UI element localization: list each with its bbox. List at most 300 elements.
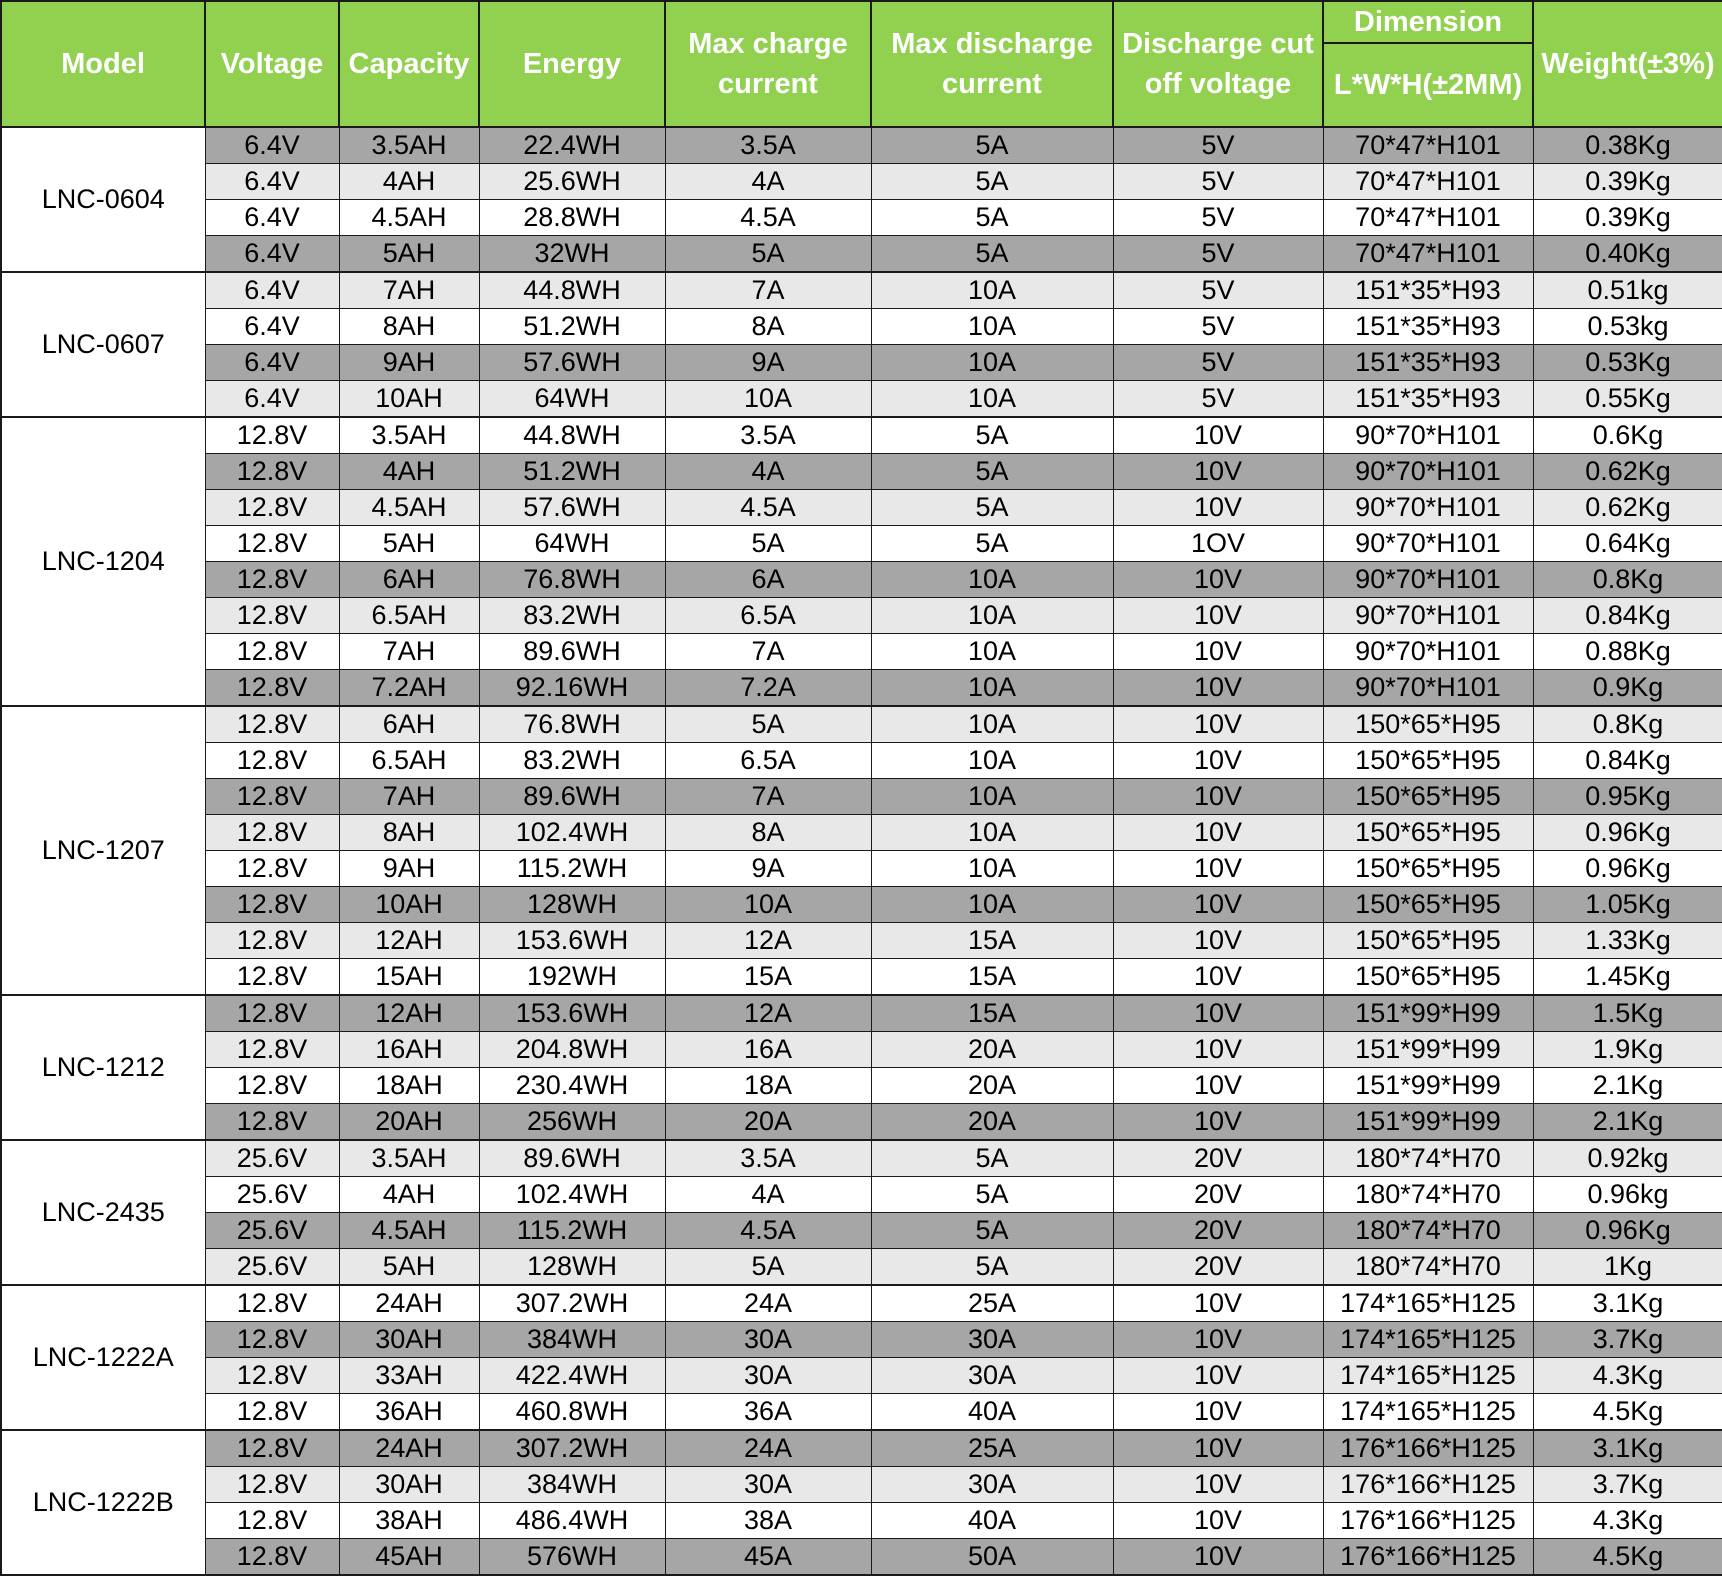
table-row <box>1 1104 1722 1141</box>
voltage-cell: 12.8V <box>205 454 339 490</box>
cutoff-cell: 10V <box>1113 634 1323 670</box>
energy-cell: 460.8WH <box>479 1394 665 1431</box>
cutoff-cell: 5V <box>1113 272 1323 309</box>
dimension-cell: 150*65*H95 <box>1323 779 1533 815</box>
energy-cell: 76.8WH <box>479 562 665 598</box>
energy-cell: 486.4WH <box>479 1503 665 1539</box>
weight-cell: 0.84Kg <box>1533 743 1722 779</box>
discharge-cell: 10A <box>871 345 1113 381</box>
model-cell: LNC-1222B <box>1 1430 205 1575</box>
charge-cell: 38A <box>665 1503 871 1539</box>
dimension-cell: 90*70*H101 <box>1323 562 1533 598</box>
voltage-cell: 6.4V <box>205 236 339 273</box>
capacity-cell: 30AH <box>339 1322 479 1358</box>
header-discharge-cutoff-voltage: Discharge cut off voltage <box>1113 1 1323 127</box>
cutoff-cell: 5V <box>1113 127 1323 164</box>
energy-cell: 89.6WH <box>479 779 665 815</box>
cutoff-cell: 10V <box>1113 490 1323 526</box>
capacity-cell: 38AH <box>339 1503 479 1539</box>
dimension-cell: 90*70*H101 <box>1323 490 1533 526</box>
capacity-cell: 6AH <box>339 562 479 598</box>
energy-cell: 153.6WH <box>479 995 665 1032</box>
cutoff-cell: 5V <box>1113 164 1323 200</box>
model-cell: LNC-1207 <box>1 706 205 995</box>
charge-cell: 4A <box>665 454 871 490</box>
dimension-cell: 176*166*H125 <box>1323 1467 1533 1503</box>
capacity-cell: 45AH <box>339 1539 479 1576</box>
dimension-cell: 150*65*H95 <box>1323 851 1533 887</box>
capacity-cell: 3.5AH <box>339 127 479 164</box>
cutoff-cell: 10V <box>1113 1358 1323 1394</box>
weight-cell: 1.33Kg <box>1533 923 1722 959</box>
dimension-cell: 150*65*H95 <box>1323 743 1533 779</box>
energy-cell: 256WH <box>479 1104 665 1141</box>
capacity-cell: 4AH <box>339 454 479 490</box>
capacity-cell: 18AH <box>339 1068 479 1104</box>
cutoff-cell: 10V <box>1113 923 1323 959</box>
table-row <box>1 1394 1722 1431</box>
voltage-cell: 6.4V <box>205 200 339 236</box>
energy-cell: 44.8WH <box>479 272 665 309</box>
weight-cell: 0.39Kg <box>1533 200 1722 236</box>
cutoff-cell: 10V <box>1113 995 1323 1032</box>
cutoff-cell: 20V <box>1113 1177 1323 1213</box>
dimension-cell: 70*47*H101 <box>1323 127 1533 164</box>
discharge-cell: 5A <box>871 200 1113 236</box>
capacity-cell: 5AH <box>339 1249 479 1286</box>
table-row <box>1 887 1722 923</box>
charge-cell: 6A <box>665 562 871 598</box>
weight-cell: 3.1Kg <box>1533 1285 1722 1322</box>
voltage-cell: 12.8V <box>205 995 339 1032</box>
weight-cell: 0.64Kg <box>1533 526 1722 562</box>
weight-cell: 0.96Kg <box>1533 815 1722 851</box>
capacity-cell: 8AH <box>339 815 479 851</box>
cutoff-cell: 20V <box>1113 1213 1323 1249</box>
capacity-cell: 8AH <box>339 309 479 345</box>
model-cell: LNC-2435 <box>1 1140 205 1285</box>
energy-cell: 115.2WH <box>479 851 665 887</box>
energy-cell: 76.8WH <box>479 706 665 743</box>
table-row <box>1 1467 1722 1503</box>
voltage-cell: 12.8V <box>205 1503 339 1539</box>
dimension-cell: 180*74*H70 <box>1323 1140 1533 1177</box>
table-row <box>1 1322 1722 1358</box>
capacity-cell: 16AH <box>339 1032 479 1068</box>
capacity-cell: 36AH <box>339 1394 479 1431</box>
dimension-cell: 151*35*H93 <box>1323 272 1533 309</box>
capacity-cell: 4AH <box>339 1177 479 1213</box>
energy-cell: 22.4WH <box>479 127 665 164</box>
weight-cell: 0.96Kg <box>1533 851 1722 887</box>
dimension-cell: 180*74*H70 <box>1323 1249 1533 1286</box>
dimension-cell: 174*165*H125 <box>1323 1285 1533 1322</box>
voltage-cell: 12.8V <box>205 743 339 779</box>
table-row <box>1 1213 1722 1249</box>
cutoff-cell: 10V <box>1113 1539 1323 1576</box>
energy-cell: 57.6WH <box>479 490 665 526</box>
cutoff-cell: 10V <box>1113 743 1323 779</box>
discharge-cell: 40A <box>871 1503 1113 1539</box>
cutoff-cell: 5V <box>1113 381 1323 418</box>
voltage-cell: 25.6V <box>205 1140 339 1177</box>
voltage-cell: 6.4V <box>205 127 339 164</box>
cutoff-cell: 10V <box>1113 1285 1323 1322</box>
voltage-cell: 12.8V <box>205 851 339 887</box>
header-weight: Weight(±3%) <box>1533 1 1722 127</box>
capacity-cell: 4.5AH <box>339 1213 479 1249</box>
cutoff-cell: 10V <box>1113 1430 1323 1467</box>
header-dimension-sub: L*W*H(±2MM) <box>1323 43 1533 127</box>
energy-cell: 89.6WH <box>479 634 665 670</box>
table-row <box>1 562 1722 598</box>
charge-cell: 3.5A <box>665 417 871 454</box>
dimension-cell: 176*166*H125 <box>1323 1539 1533 1576</box>
voltage-cell: 12.8V <box>205 706 339 743</box>
energy-cell: 204.8WH <box>479 1032 665 1068</box>
charge-cell: 4A <box>665 164 871 200</box>
table-row <box>1 454 1722 490</box>
capacity-cell: 9AH <box>339 851 479 887</box>
dimension-cell: 150*65*H95 <box>1323 887 1533 923</box>
voltage-cell: 12.8V <box>205 1322 339 1358</box>
energy-cell: 102.4WH <box>479 815 665 851</box>
charge-cell: 8A <box>665 815 871 851</box>
energy-cell: 115.2WH <box>479 1213 665 1249</box>
cutoff-cell: 10V <box>1113 1032 1323 1068</box>
capacity-cell: 33AH <box>339 1358 479 1394</box>
energy-cell: 307.2WH <box>479 1430 665 1467</box>
voltage-cell: 12.8V <box>205 598 339 634</box>
table-row <box>1 381 1722 418</box>
discharge-cell: 15A <box>871 959 1113 996</box>
charge-cell: 3.5A <box>665 127 871 164</box>
table-row <box>1 127 1722 164</box>
model-cell: LNC-0604 <box>1 127 205 272</box>
dimension-cell: 90*70*H101 <box>1323 454 1533 490</box>
voltage-cell: 6.4V <box>205 345 339 381</box>
charge-cell: 16A <box>665 1032 871 1068</box>
dimension-cell: 90*70*H101 <box>1323 634 1533 670</box>
cutoff-cell: 10V <box>1113 1322 1323 1358</box>
discharge-cell: 30A <box>871 1467 1113 1503</box>
energy-cell: 57.6WH <box>479 345 665 381</box>
capacity-cell: 7AH <box>339 779 479 815</box>
energy-cell: 128WH <box>479 887 665 923</box>
energy-cell: 64WH <box>479 381 665 418</box>
table-row <box>1 995 1722 1032</box>
charge-cell: 36A <box>665 1394 871 1431</box>
cutoff-cell: 5V <box>1113 236 1323 273</box>
cutoff-cell: 10V <box>1113 851 1323 887</box>
dimension-cell: 174*165*H125 <box>1323 1358 1533 1394</box>
energy-cell: 102.4WH <box>479 1177 665 1213</box>
discharge-cell: 5A <box>871 127 1113 164</box>
dimension-cell: 150*65*H95 <box>1323 959 1533 996</box>
table-row <box>1 779 1722 815</box>
voltage-cell: 12.8V <box>205 417 339 454</box>
cutoff-cell: 10V <box>1113 417 1323 454</box>
table-row <box>1 598 1722 634</box>
energy-cell: 422.4WH <box>479 1358 665 1394</box>
weight-cell: 0.62Kg <box>1533 454 1722 490</box>
voltage-cell: 12.8V <box>205 1358 339 1394</box>
charge-cell: 7A <box>665 634 871 670</box>
cutoff-cell: 10V <box>1113 1394 1323 1431</box>
cutoff-cell: 10V <box>1113 815 1323 851</box>
capacity-cell: 5AH <box>339 236 479 273</box>
dimension-cell: 150*65*H95 <box>1323 815 1533 851</box>
voltage-cell: 6.4V <box>205 381 339 418</box>
charge-cell: 10A <box>665 887 871 923</box>
voltage-cell: 12.8V <box>205 1394 339 1431</box>
weight-cell: 0.55Kg <box>1533 381 1722 418</box>
table-row <box>1 851 1722 887</box>
weight-cell: 4.3Kg <box>1533 1358 1722 1394</box>
discharge-cell: 20A <box>871 1068 1113 1104</box>
cutoff-cell: 10V <box>1113 670 1323 707</box>
cutoff-cell: 10V <box>1113 1503 1323 1539</box>
capacity-cell: 7AH <box>339 634 479 670</box>
table-row <box>1 164 1722 200</box>
discharge-cell: 20A <box>871 1104 1113 1141</box>
dimension-cell: 151*99*H99 <box>1323 1032 1533 1068</box>
discharge-cell: 25A <box>871 1285 1113 1322</box>
dimension-cell: 70*47*H101 <box>1323 236 1533 273</box>
voltage-cell: 6.4V <box>205 272 339 309</box>
discharge-cell: 5A <box>871 1249 1113 1286</box>
charge-cell: 12A <box>665 923 871 959</box>
dimension-cell: 151*35*H93 <box>1323 309 1533 345</box>
table-row <box>1 236 1722 273</box>
voltage-cell: 12.8V <box>205 1467 339 1503</box>
table-body <box>1 127 1722 1575</box>
energy-cell: 64WH <box>479 526 665 562</box>
cutoff-cell: 20V <box>1113 1140 1323 1177</box>
charge-cell: 30A <box>665 1467 871 1503</box>
charge-cell: 5A <box>665 526 871 562</box>
discharge-cell: 10A <box>871 706 1113 743</box>
header-energy: Energy <box>479 1 665 127</box>
table-row <box>1 1358 1722 1394</box>
capacity-cell: 30AH <box>339 1467 479 1503</box>
charge-cell: 5A <box>665 236 871 273</box>
voltage-cell: 12.8V <box>205 1068 339 1104</box>
weight-cell: 1.05Kg <box>1533 887 1722 923</box>
weight-cell: 0.38Kg <box>1533 127 1722 164</box>
table-row <box>1 1140 1722 1177</box>
table-header <box>1 1 1722 127</box>
capacity-cell: 7.2AH <box>339 670 479 707</box>
discharge-cell: 25A <box>871 1430 1113 1467</box>
header-voltage: Voltage <box>205 1 339 127</box>
charge-cell: 8A <box>665 309 871 345</box>
table-row <box>1 200 1722 236</box>
capacity-cell: 9AH <box>339 345 479 381</box>
charge-cell: 9A <box>665 851 871 887</box>
table-row <box>1 670 1722 707</box>
cutoff-cell: 10V <box>1113 1104 1323 1141</box>
charge-cell: 4.5A <box>665 490 871 526</box>
dimension-cell: 90*70*H101 <box>1323 598 1533 634</box>
capacity-cell: 6.5AH <box>339 598 479 634</box>
voltage-cell: 12.8V <box>205 634 339 670</box>
voltage-cell: 12.8V <box>205 923 339 959</box>
discharge-cell: 15A <box>871 923 1113 959</box>
discharge-cell: 15A <box>871 995 1113 1032</box>
weight-cell: 0.92kg <box>1533 1140 1722 1177</box>
capacity-cell: 4.5AH <box>339 490 479 526</box>
dimension-cell: 176*166*H125 <box>1323 1430 1533 1467</box>
voltage-cell: 12.8V <box>205 490 339 526</box>
energy-cell: 83.2WH <box>479 743 665 779</box>
capacity-cell: 20AH <box>339 1104 479 1141</box>
capacity-cell: 12AH <box>339 995 479 1032</box>
discharge-cell: 40A <box>871 1394 1113 1431</box>
cutoff-cell: 1OV <box>1113 526 1323 562</box>
capacity-cell: 6AH <box>339 706 479 743</box>
voltage-cell: 12.8V <box>205 562 339 598</box>
voltage-cell: 12.8V <box>205 1539 339 1576</box>
capacity-cell: 24AH <box>339 1285 479 1322</box>
discharge-cell: 30A <box>871 1358 1113 1394</box>
energy-cell: 384WH <box>479 1322 665 1358</box>
discharge-cell: 10A <box>871 634 1113 670</box>
discharge-cell: 5A <box>871 1177 1113 1213</box>
dimension-cell: 70*47*H101 <box>1323 164 1533 200</box>
table-row <box>1 959 1722 996</box>
dimension-cell: 90*70*H101 <box>1323 526 1533 562</box>
table-row <box>1 1032 1722 1068</box>
cutoff-cell: 5V <box>1113 345 1323 381</box>
weight-cell: 1Kg <box>1533 1249 1722 1286</box>
dimension-cell: 70*47*H101 <box>1323 200 1533 236</box>
weight-cell: 0.53kg <box>1533 309 1722 345</box>
voltage-cell: 25.6V <box>205 1213 339 1249</box>
charge-cell: 24A <box>665 1285 871 1322</box>
energy-cell: 51.2WH <box>479 309 665 345</box>
capacity-cell: 15AH <box>339 959 479 996</box>
voltage-cell: 12.8V <box>205 779 339 815</box>
weight-cell: 1.5Kg <box>1533 995 1722 1032</box>
capacity-cell: 7AH <box>339 272 479 309</box>
cutoff-cell: 5V <box>1113 200 1323 236</box>
discharge-cell: 5A <box>871 417 1113 454</box>
energy-cell: 92.16WH <box>479 670 665 707</box>
dimension-cell: 174*165*H125 <box>1323 1322 1533 1358</box>
discharge-cell: 5A <box>871 490 1113 526</box>
cutoff-cell: 10V <box>1113 598 1323 634</box>
energy-cell: 89.6WH <box>479 1140 665 1177</box>
discharge-cell: 5A <box>871 1140 1113 1177</box>
voltage-cell: 6.4V <box>205 164 339 200</box>
discharge-cell: 10A <box>871 309 1113 345</box>
weight-cell: 1.9Kg <box>1533 1032 1722 1068</box>
model-cell: LNC-1212 <box>1 995 205 1140</box>
cutoff-cell: 20V <box>1113 1249 1323 1286</box>
voltage-cell: 12.8V <box>205 959 339 996</box>
table-row <box>1 309 1722 345</box>
charge-cell: 30A <box>665 1322 871 1358</box>
voltage-cell: 12.8V <box>205 1285 339 1322</box>
charge-cell: 7A <box>665 779 871 815</box>
table-row <box>1 1068 1722 1104</box>
charge-cell: 24A <box>665 1430 871 1467</box>
dimension-cell: 174*165*H125 <box>1323 1394 1533 1431</box>
dimension-cell: 151*35*H93 <box>1323 381 1533 418</box>
discharge-cell: 10A <box>871 887 1113 923</box>
table-row <box>1 1249 1722 1286</box>
model-cell: LNC-0607 <box>1 272 205 417</box>
voltage-cell: 12.8V <box>205 1104 339 1141</box>
charge-cell: 6.5A <box>665 743 871 779</box>
discharge-cell: 10A <box>871 743 1113 779</box>
table-row <box>1 1285 1722 1322</box>
charge-cell: 6.5A <box>665 598 871 634</box>
table-row <box>1 743 1722 779</box>
charge-cell: 15A <box>665 959 871 996</box>
charge-cell: 4A <box>665 1177 871 1213</box>
weight-cell: 4.5Kg <box>1533 1539 1722 1576</box>
weight-cell: 0.6Kg <box>1533 417 1722 454</box>
dimension-cell: 151*99*H99 <box>1323 1104 1533 1141</box>
voltage-cell: 12.8V <box>205 670 339 707</box>
dimension-cell: 180*74*H70 <box>1323 1177 1533 1213</box>
voltage-cell: 12.8V <box>205 526 339 562</box>
voltage-cell: 12.8V <box>205 815 339 851</box>
dimension-cell: 150*65*H95 <box>1323 706 1533 743</box>
capacity-cell: 6.5AH <box>339 743 479 779</box>
dimension-cell: 176*166*H125 <box>1323 1503 1533 1539</box>
discharge-cell: 10A <box>871 851 1113 887</box>
discharge-cell: 10A <box>871 272 1113 309</box>
table-row <box>1 923 1722 959</box>
capacity-cell: 24AH <box>339 1430 479 1467</box>
energy-cell: 307.2WH <box>479 1285 665 1322</box>
dimension-cell: 180*74*H70 <box>1323 1213 1533 1249</box>
charge-cell: 7.2A <box>665 670 871 707</box>
model-cell: LNC-1204 <box>1 417 205 706</box>
weight-cell: 4.5Kg <box>1533 1394 1722 1431</box>
weight-cell: 0.95Kg <box>1533 779 1722 815</box>
header-capacity: Capacity <box>339 1 479 127</box>
energy-cell: 28.8WH <box>479 200 665 236</box>
voltage-cell: 6.4V <box>205 309 339 345</box>
energy-cell: 192WH <box>479 959 665 996</box>
energy-cell: 128WH <box>479 1249 665 1286</box>
table-row <box>1 634 1722 670</box>
energy-cell: 44.8WH <box>479 417 665 454</box>
energy-cell: 51.2WH <box>479 454 665 490</box>
cutoff-cell: 10V <box>1113 562 1323 598</box>
dimension-cell: 90*70*H101 <box>1323 670 1533 707</box>
model-cell: LNC-1222A <box>1 1285 205 1430</box>
weight-cell: 0.53Kg <box>1533 345 1722 381</box>
energy-cell: 384WH <box>479 1467 665 1503</box>
voltage-cell: 25.6V <box>205 1249 339 1286</box>
weight-cell: 0.96Kg <box>1533 1213 1722 1249</box>
weight-cell: 3.7Kg <box>1533 1322 1722 1358</box>
cutoff-cell: 5V <box>1113 309 1323 345</box>
weight-cell: 0.39Kg <box>1533 164 1722 200</box>
charge-cell: 9A <box>665 345 871 381</box>
weight-cell: 0.84Kg <box>1533 598 1722 634</box>
cutoff-cell: 10V <box>1113 1467 1323 1503</box>
table-row <box>1 1177 1722 1213</box>
discharge-cell: 5A <box>871 526 1113 562</box>
header-model: Model <box>1 1 205 127</box>
table-row <box>1 706 1722 743</box>
